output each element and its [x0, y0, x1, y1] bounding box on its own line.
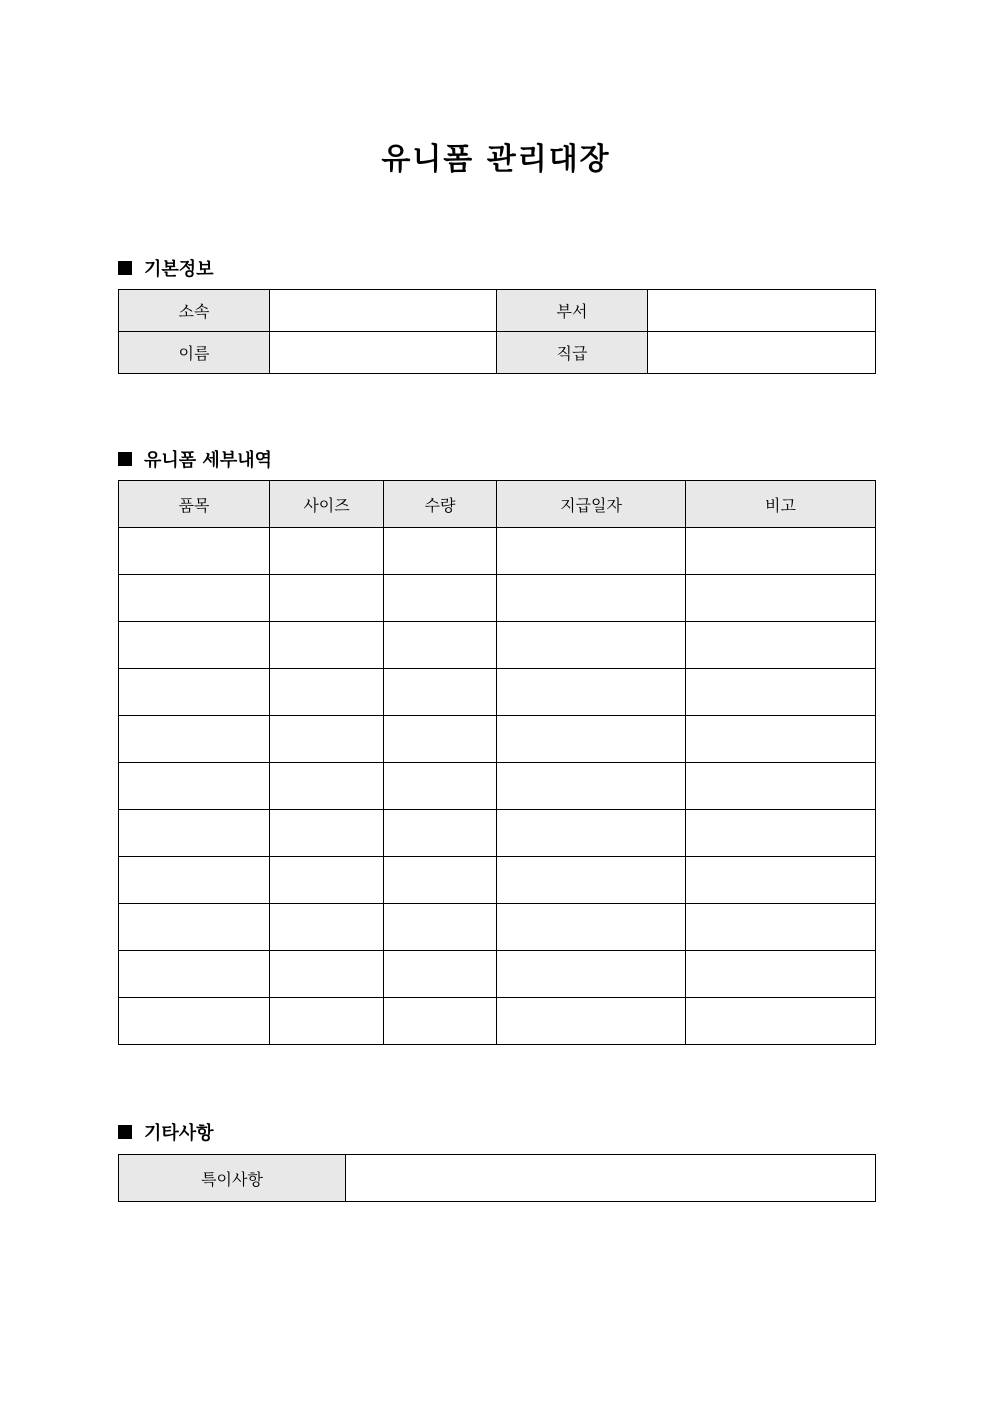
affiliation-field[interactable] — [270, 290, 497, 332]
remarks-cell[interactable] — [686, 575, 876, 622]
basic-info-table — [118, 289, 876, 374]
name-field[interactable] — [270, 332, 497, 374]
issue-date-cell[interactable] — [497, 904, 686, 951]
table-row — [119, 857, 876, 904]
quantity-cell[interactable] — [384, 575, 497, 622]
quantity-cell[interactable] — [384, 528, 497, 575]
column-header-item: 품목 — [119, 481, 270, 528]
table-row — [119, 669, 876, 716]
item-cell[interactable] — [119, 951, 270, 998]
size-cell[interactable] — [270, 575, 384, 622]
quantity-cell[interactable] — [384, 951, 497, 998]
size-cell[interactable] — [270, 951, 384, 998]
position-field[interactable] — [648, 332, 876, 374]
size-cell[interactable] — [270, 528, 384, 575]
item-cell[interactable] — [119, 763, 270, 810]
field-label-special-notes: 특이사항 — [119, 1155, 346, 1202]
uniform-detail-table — [118, 480, 876, 1045]
table-row — [119, 332, 876, 374]
remarks-cell[interactable] — [686, 810, 876, 857]
remarks-cell[interactable] — [686, 528, 876, 575]
section-heading-label: 유니폼 세부내역 — [144, 450, 272, 471]
size-cell[interactable] — [270, 904, 384, 951]
field-label-name: 이름 — [119, 332, 270, 374]
quantity-cell[interactable] — [384, 810, 497, 857]
column-header-quantity: 수량 — [384, 481, 497, 528]
issue-date-cell[interactable] — [497, 575, 686, 622]
issue-date-cell[interactable] — [497, 951, 686, 998]
item-cell[interactable] — [119, 857, 270, 904]
issue-date-cell[interactable] — [497, 669, 686, 716]
issue-date-cell[interactable] — [497, 622, 686, 669]
table-row — [119, 528, 876, 575]
item-cell[interactable] — [119, 622, 270, 669]
remarks-cell[interactable] — [686, 951, 876, 998]
quantity-cell[interactable] — [384, 763, 497, 810]
item-cell[interactable] — [119, 528, 270, 575]
department-field[interactable] — [648, 290, 876, 332]
field-label-position: 직급 — [497, 332, 648, 374]
size-cell[interactable] — [270, 763, 384, 810]
size-cell[interactable] — [270, 622, 384, 669]
quantity-cell[interactable] — [384, 904, 497, 951]
section-heading-detail — [118, 446, 272, 472]
size-cell[interactable] — [270, 998, 384, 1045]
field-label-affiliation: 소속 — [119, 290, 270, 332]
remarks-cell[interactable] — [686, 857, 876, 904]
remarks-cell[interactable] — [686, 904, 876, 951]
table-row — [119, 716, 876, 763]
issue-date-cell[interactable] — [497, 998, 686, 1045]
other-notes-table — [118, 1154, 876, 1202]
size-cell[interactable] — [270, 716, 384, 763]
table-row — [119, 1155, 876, 1202]
table-row — [119, 622, 876, 669]
issue-date-cell[interactable] — [497, 857, 686, 904]
quantity-cell[interactable] — [384, 857, 497, 904]
issue-date-cell[interactable] — [497, 763, 686, 810]
quantity-cell[interactable] — [384, 998, 497, 1045]
page-title: 유니폼 관리대장 — [381, 142, 611, 177]
section-heading-label: 기본정보 — [144, 259, 214, 280]
item-cell[interactable] — [119, 669, 270, 716]
remarks-cell[interactable] — [686, 716, 876, 763]
item-cell[interactable] — [119, 904, 270, 951]
issue-date-cell[interactable] — [497, 810, 686, 857]
column-header-issue-date: 지급일자 — [497, 481, 686, 528]
table-row — [119, 810, 876, 857]
table-row — [119, 290, 876, 332]
quantity-cell[interactable] — [384, 669, 497, 716]
size-cell[interactable] — [270, 857, 384, 904]
size-cell[interactable] — [270, 810, 384, 857]
square-bullet-icon — [118, 452, 132, 466]
table-row — [119, 763, 876, 810]
section-heading-basic — [118, 255, 214, 281]
item-cell[interactable] — [119, 716, 270, 763]
section-heading-label: 기타사항 — [144, 1123, 214, 1144]
issue-date-cell[interactable] — [497, 528, 686, 575]
column-header-size: 사이즈 — [270, 481, 384, 528]
table-header-row — [119, 481, 876, 528]
quantity-cell[interactable] — [384, 622, 497, 669]
remarks-cell[interactable] — [686, 763, 876, 810]
remarks-cell[interactable] — [686, 998, 876, 1045]
table-row — [119, 904, 876, 951]
special-notes-field[interactable] — [346, 1155, 876, 1202]
square-bullet-icon — [118, 1125, 132, 1139]
remarks-cell[interactable] — [686, 622, 876, 669]
square-bullet-icon — [118, 261, 132, 275]
item-cell[interactable] — [119, 575, 270, 622]
quantity-cell[interactable] — [384, 716, 497, 763]
remarks-cell[interactable] — [686, 669, 876, 716]
item-cell[interactable] — [119, 810, 270, 857]
issue-date-cell[interactable] — [497, 716, 686, 763]
section-heading-etc — [118, 1119, 214, 1145]
item-cell[interactable] — [119, 998, 270, 1045]
field-label-department: 부서 — [497, 290, 648, 332]
column-header-remarks: 비고 — [686, 481, 876, 528]
table-row — [119, 998, 876, 1045]
table-row — [119, 951, 876, 998]
table-row — [119, 575, 876, 622]
size-cell[interactable] — [270, 669, 384, 716]
